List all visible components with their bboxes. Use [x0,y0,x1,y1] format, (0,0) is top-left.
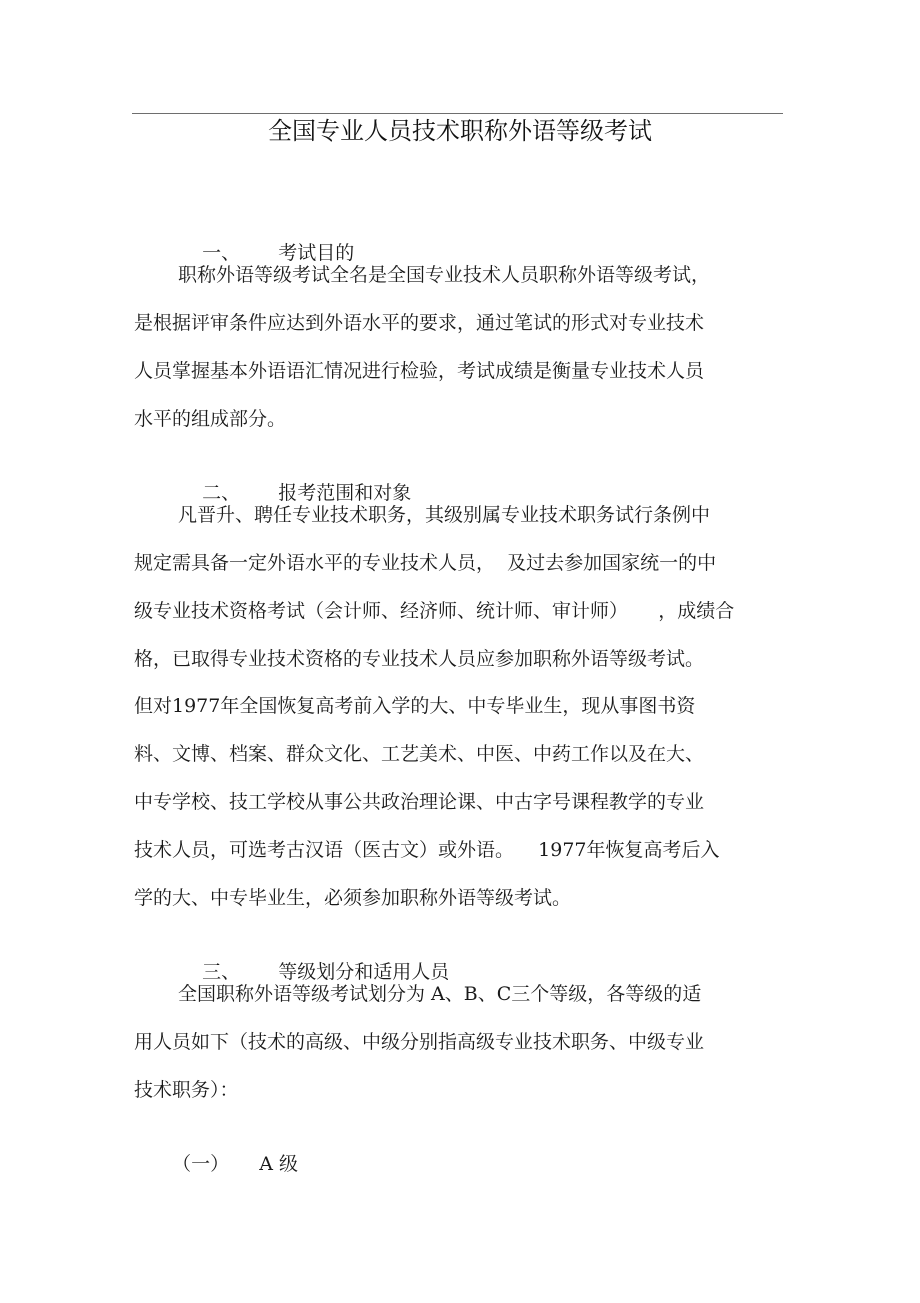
paragraph-line: 但对1977年全国恢复高考前入学的大、中专毕业生，现从事图书资 [134,695,696,717]
subsection-heading [148,1125,298,1203]
paragraph-line: 格，已取得专业技术资格的专业技术人员应参加职称外语等级考试。 [134,648,705,670]
paragraph-line: 人员掌握基本外语语汇情况进行检验，考试成绩是衡量专业技术人员 [134,360,705,382]
paragraph-line: 中专学校、技工学校从事公共政治理论课、中古字号课程教学的专业 [134,791,705,813]
section-title: 考试目的 [278,242,355,264]
paragraph-line: 料、文博、档案、群众文化、工艺美术、中医、中药工作以及在大、 [134,743,705,765]
paragraph-line: 技术职务）： [134,1079,239,1101]
subsection-number: （一） [172,1153,230,1175]
paragraph-line: 用人员如下（技术的高级、中级分别指高级专业技术职务、中级专业 [134,1031,705,1053]
document-title: 全国专业人员技术职称外语等级考试 [268,117,652,145]
section-title: 报考范围和对象 [278,482,412,504]
paragraph-line: 职称外语等级考试全名是全国专业技术人员职称外语等级考试， [178,264,711,286]
paragraph-line: 水平的组成部分。 [134,408,287,430]
paragraph-line: 级专业技术资格考试（会计师、经济师、统计师、审计师） ，成绩合 [134,600,735,622]
paragraph-line: 是根据评审条件应达到外语水平的要求，通过笔试的形式对专业技术 [134,312,705,334]
paragraph-line: 学的大、中专毕业生，必须参加职称外语等级考试。 [134,887,572,909]
paragraph-line: 凡晋升、聘任专业技术职务，其级别属专业技术职务试行条例中 [178,504,711,526]
paragraph-line: 全国职称外语等级考试划分为 A、B、C三个等级，各等级的适 [178,983,702,1005]
paragraph-line: 规定需具备一定外语水平的专业技术人员， 及过去参加国家统一的中 [134,552,717,574]
section-number: 三、 [202,961,241,983]
section-title: 等级划分和适用人员 [278,961,450,983]
subsection-title: A 级 [259,1153,298,1175]
paragraph-line: 技术人员，可选考古汉语（医古文）或外语。 1977年恢复高考后入 [134,839,720,861]
section-number: 二、 [202,482,241,504]
section-number: 一、 [202,242,241,264]
